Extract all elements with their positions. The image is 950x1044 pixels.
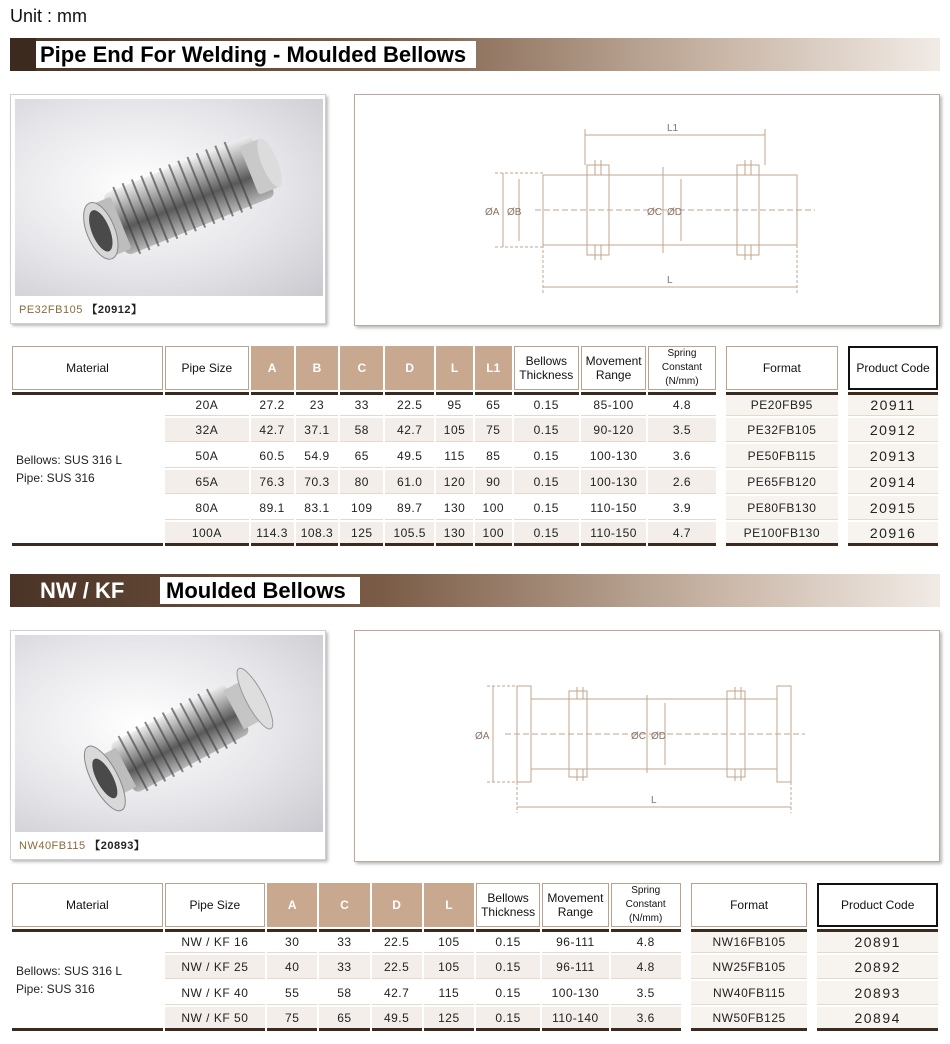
- table-cell: NW / KF 40: [165, 981, 265, 1005]
- table-cell: 42.7: [251, 418, 294, 442]
- dim-label-d: ØD: [667, 207, 682, 218]
- material-cell: Bellows: SUS 316 L Pipe: SUS 316: [12, 929, 163, 1031]
- table-cell: NW / KF 25: [165, 955, 265, 979]
- table-cell: 96-111: [542, 929, 608, 953]
- table-cell: 4.8: [611, 955, 681, 979]
- table-cell: PE80FB130: [726, 496, 838, 520]
- table-cell: 20913: [848, 444, 938, 468]
- table-cell: 22.5: [385, 392, 434, 416]
- technical-drawing-pipe-end: [354, 94, 940, 326]
- header-pipe-size: Pipe Size: [165, 346, 249, 390]
- table-cell: 58: [319, 981, 369, 1005]
- header-spring-constant: Spring Constant (N/mm): [611, 883, 681, 927]
- table-cell: PE32FB105: [726, 418, 838, 442]
- table-cell: 42.7: [372, 981, 422, 1005]
- spec-table-nwkf: [10, 881, 940, 1033]
- header-a: A: [251, 346, 294, 390]
- product-photo-nw40fb115: [10, 630, 326, 860]
- table-cell: 30: [267, 929, 317, 953]
- table-cell: 83.1: [296, 496, 339, 520]
- table-cell: 20911: [848, 392, 938, 416]
- photo-caption: NW40FB115 【20893】: [19, 840, 146, 852]
- table-cell: 4.7: [648, 522, 715, 546]
- table-cell: 20891: [817, 929, 938, 953]
- table-cell: NW50FB125: [691, 1007, 808, 1031]
- table-cell: 75: [267, 1007, 317, 1031]
- table-cell: 105: [424, 929, 474, 953]
- table-cell: 75: [475, 418, 512, 442]
- table-cell: 80: [340, 470, 383, 494]
- table-cell: 110-140: [542, 1007, 608, 1031]
- table-cell: 90-120: [581, 418, 646, 442]
- table-cell: 120: [436, 470, 473, 494]
- header-material: Material: [12, 883, 163, 927]
- table-cell: 85: [475, 444, 512, 468]
- table-cell: 0.15: [514, 392, 579, 416]
- header-l: L: [424, 883, 474, 927]
- dim-label-a: ØA: [475, 731, 490, 742]
- table-cell: 96-111: [542, 955, 608, 979]
- drawing-svg: [355, 631, 941, 863]
- photo-caption: PE32FB105 【20912】: [19, 304, 143, 316]
- table-cell: 0.15: [476, 981, 540, 1005]
- header-movement-range: Movement Range: [581, 346, 646, 390]
- section-title-prefix: NW / KF: [40, 578, 125, 603]
- dim-label-l: L: [667, 275, 673, 286]
- table-cell: 20892: [817, 955, 938, 979]
- table-cell: 105: [424, 955, 474, 979]
- table-cell: 61.0: [385, 470, 434, 494]
- header-material: Material: [12, 346, 163, 390]
- header-product-code: Product Code: [817, 883, 938, 927]
- material-cell: Bellows: SUS 316 L Pipe: SUS 316: [12, 392, 163, 546]
- dim-label-c: ØC: [631, 731, 646, 742]
- table-cell: PE100FB130: [726, 522, 838, 546]
- section-title: Pipe End For Welding - Moulded Bellows: [36, 41, 476, 68]
- table-cell: 0.15: [514, 522, 579, 546]
- table-cell: 130: [436, 522, 473, 546]
- table-cell: 3.5: [648, 418, 715, 442]
- table-cell: 105: [436, 418, 473, 442]
- table-cell: PE50FB115: [726, 444, 838, 468]
- table-cell: 105.5: [385, 522, 434, 546]
- table-cell: 3.9: [648, 496, 715, 520]
- unit-label: Unit : mm: [10, 6, 88, 26]
- table-cell: 20912: [848, 418, 938, 442]
- table-cell: 20894: [817, 1007, 938, 1031]
- table-cell: 89.1: [251, 496, 294, 520]
- table-cell: 65A: [165, 470, 249, 494]
- table-cell: 58: [340, 418, 383, 442]
- table-header: [12, 346, 938, 390]
- table-cell: 27.2: [251, 392, 294, 416]
- table-cell: 20916: [848, 522, 938, 546]
- table-cell: 65: [319, 1007, 369, 1031]
- table-cell: 80A: [165, 496, 249, 520]
- header-bellows-thickness: Bellows Thickness: [476, 883, 540, 927]
- header-a: A: [267, 883, 317, 927]
- table-cell: 20915: [848, 496, 938, 520]
- table-row: [12, 929, 938, 953]
- table-cell: 0.15: [476, 929, 540, 953]
- table-cell: 22.5: [372, 929, 422, 953]
- table-cell: 0.15: [476, 1007, 540, 1031]
- table-cell: 3.5: [611, 981, 681, 1005]
- table-cell: 3.6: [648, 444, 715, 468]
- header-c: C: [319, 883, 369, 927]
- table-cell: 0.15: [514, 418, 579, 442]
- table-cell: 109: [340, 496, 383, 520]
- table-cell: 4.8: [611, 929, 681, 953]
- header-product-code: Product Code: [848, 346, 938, 390]
- table-cell: 60.5: [251, 444, 294, 468]
- table-cell: 0.15: [476, 955, 540, 979]
- table-cell: 33: [319, 955, 369, 979]
- header-d: D: [372, 883, 422, 927]
- table-cell: 0.15: [514, 470, 579, 494]
- table-cell: 2.6: [648, 470, 715, 494]
- spec-table-pipe-end: [10, 344, 940, 548]
- table-cell: PE65FB120: [726, 470, 838, 494]
- table-cell: 115: [436, 444, 473, 468]
- table-cell: 40: [267, 955, 317, 979]
- section-title: Moulded Bellows: [160, 577, 360, 604]
- dim-label-a: ØA: [485, 207, 500, 218]
- bellows-image: [15, 635, 323, 832]
- header-pipe-size: Pipe Size: [165, 883, 265, 927]
- header-b: B: [296, 346, 339, 390]
- table-cell: NW / KF 16: [165, 929, 265, 953]
- table-cell: 76.3: [251, 470, 294, 494]
- table-cell: 20914: [848, 470, 938, 494]
- table-cell: 100-130: [581, 444, 646, 468]
- table-cell: 33: [340, 392, 383, 416]
- table-cell: 0.15: [514, 496, 579, 520]
- table-cell: 42.7: [385, 418, 434, 442]
- table-cell: 20893: [817, 981, 938, 1005]
- table-cell: NW16FB105: [691, 929, 808, 953]
- dim-label-d: ØD: [651, 731, 666, 742]
- table-cell: 100: [475, 522, 512, 546]
- table-cell: NW40FB115: [691, 981, 808, 1005]
- table-cell: 65: [475, 392, 512, 416]
- table-cell: 100-130: [542, 981, 608, 1005]
- table-cell: 55: [267, 981, 317, 1005]
- table-cell: 50A: [165, 444, 249, 468]
- table-cell: 20A: [165, 392, 249, 416]
- dim-label-l1: L1: [667, 123, 679, 134]
- table-cell: 95: [436, 392, 473, 416]
- table-cell: 110-150: [581, 522, 646, 546]
- table-cell: 32A: [165, 418, 249, 442]
- header-spring-constant: Spring Constant (N/mm): [648, 346, 715, 390]
- table-cell: 65: [340, 444, 383, 468]
- table-cell: 54.9: [296, 444, 339, 468]
- table-cell: 37.1: [296, 418, 339, 442]
- table-cell: 23: [296, 392, 339, 416]
- table-cell: 100A: [165, 522, 249, 546]
- table-cell: 100: [475, 496, 512, 520]
- header-format: Format: [691, 883, 808, 927]
- section-banner-nwkf: [10, 574, 940, 607]
- header-l: L: [436, 346, 473, 390]
- table-cell: 125: [340, 522, 383, 546]
- technical-drawing-nwkf: [354, 630, 940, 862]
- header-c: C: [340, 346, 383, 390]
- header-movement-range: Movement Range: [542, 883, 608, 927]
- table-cell: NW / KF 50: [165, 1007, 265, 1031]
- table-cell: 70.3: [296, 470, 339, 494]
- product-photo-pe32fb105: [10, 94, 326, 324]
- header-format: Format: [726, 346, 838, 390]
- table-cell: 125: [424, 1007, 474, 1031]
- table-cell: 114.3: [251, 522, 294, 546]
- table-cell: 130: [436, 496, 473, 520]
- dim-label-c: ØC: [647, 207, 662, 218]
- table-cell: 49.5: [385, 444, 434, 468]
- table-cell: 100-130: [581, 470, 646, 494]
- bellows-image: [15, 99, 323, 296]
- table-cell: 4.8: [648, 392, 715, 416]
- table-cell: PE20FB95: [726, 392, 838, 416]
- table-header: [12, 883, 938, 927]
- table-cell: 33: [319, 929, 369, 953]
- dim-label-b: ØB: [507, 207, 522, 218]
- table-cell: 49.5: [372, 1007, 422, 1031]
- table-cell: 0.15: [514, 444, 579, 468]
- header-bellows-thickness: Bellows Thickness: [514, 346, 579, 390]
- table-cell: 110-150: [581, 496, 646, 520]
- table-cell: 85-100: [581, 392, 646, 416]
- drawing-svg: [355, 95, 941, 327]
- header-d: D: [385, 346, 434, 390]
- table-cell: 108.3: [296, 522, 339, 546]
- table-cell: 22.5: [372, 955, 422, 979]
- dim-label-l: L: [651, 795, 657, 806]
- section-banner-pipe-end: [10, 38, 940, 71]
- table-cell: NW25FB105: [691, 955, 808, 979]
- table-row: [12, 392, 938, 416]
- table-cell: 3.6: [611, 1007, 681, 1031]
- table-cell: 115: [424, 981, 474, 1005]
- table-cell: 90: [475, 470, 512, 494]
- table-cell: 89.7: [385, 496, 434, 520]
- header-l1: L1: [475, 346, 512, 390]
